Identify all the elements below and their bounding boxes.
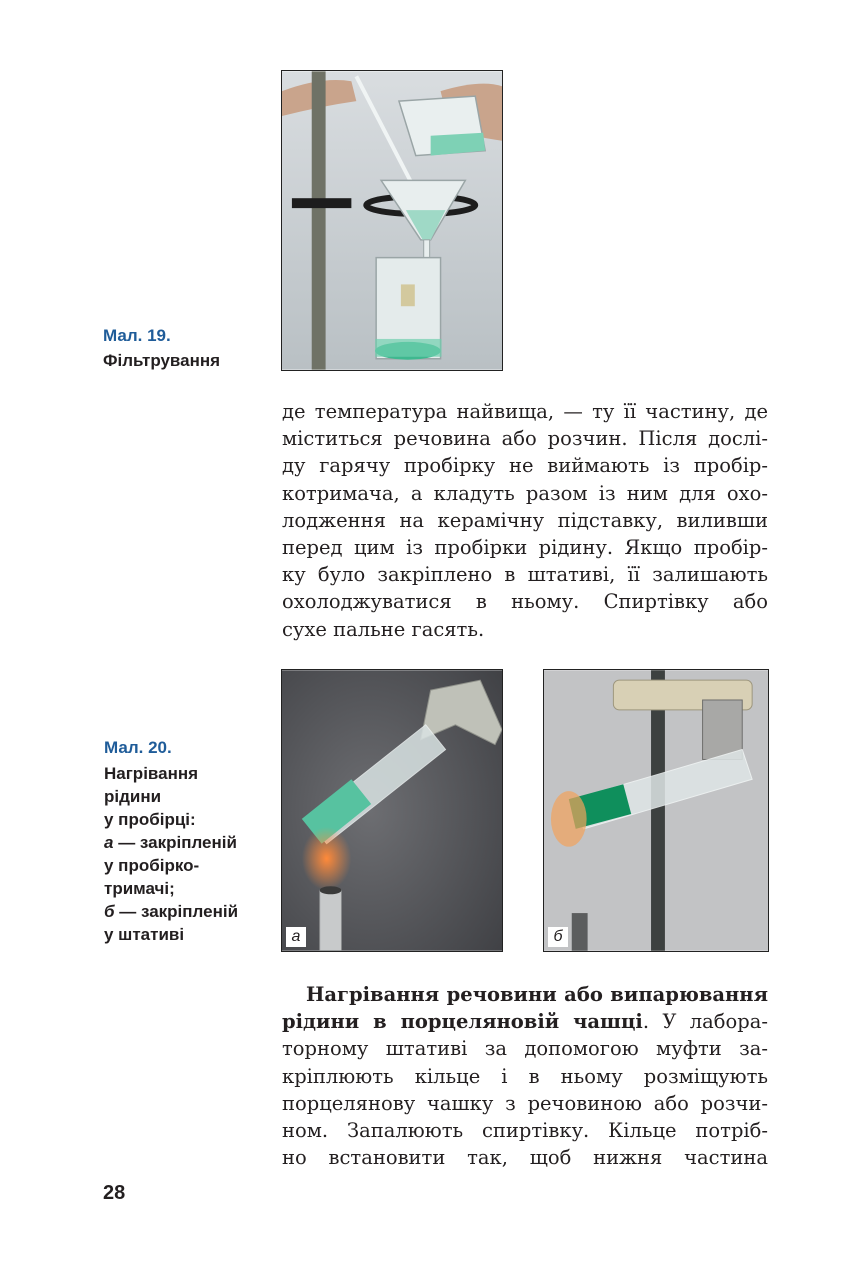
paragraph-heading-2: рідини в порцеляновій чашці [282,1010,643,1034]
paragraph-heading-1: Нагрівання речовини або випарювання [306,983,768,1006]
figure-20-caption [104,762,274,946]
paragraph-line: кріплюють кільце і в ньому розміщують [282,1064,768,1088]
figure-19-number: Мал. 19. [103,326,171,345]
photo-b-label: б [548,927,568,947]
page-number: 28 [103,1182,126,1204]
paragraph-line: сухе пальне гасять. [282,617,485,641]
paragraph-line: перед цим із пробірки рідину. Якщо пробір- [282,535,768,559]
paragraph-line: міститься речовина або розчин. Після дослі- [282,427,768,451]
paragraph-line [282,1008,768,1035]
figure-20a-photo [281,669,503,952]
paragraph-line: де температура найвища, — ту її частину, де [282,400,768,423]
paragraph-line: лодження на керамічну підставку, виливши [282,508,768,532]
paragraph-line: порцелянову чашку з речовиною або розчи- [282,1091,768,1115]
caption-item-b [104,900,274,923]
paragraph-line: ку було закріплено в штативі, її залишають [282,563,768,587]
test-tube-holder-illustration [282,670,502,951]
photo-a-label: а [286,927,306,947]
paragraph-line: котримача, а кладуть разом із ним для охо- [282,481,768,505]
caption-line: Нагрівання [104,764,199,783]
paragraph-line-rest: . У лабора- [642,1010,768,1034]
figure-19-title: Фільтрування [103,351,221,370]
item-b-text: — закріпленій [114,902,239,921]
paragraph-line: ду гарячу пробірку не виймають із пробір- [282,454,768,478]
paragraph-line: охолоджуватися в ньому. Спиртівку або [282,590,768,614]
figure-20-number: Мал. 20. [104,738,172,757]
paragraph-2 [282,981,768,1171]
caption-line: рідини [104,787,162,806]
caption-line: у пробірко- [104,856,200,875]
item-a-text: — закріпленій [113,833,237,852]
paragraph-1 [282,398,768,643]
filtration-illustration [282,71,502,370]
figure-19-photo [281,70,503,371]
stand-clamp-illustration [544,670,768,951]
paragraph-line: торному штативі за допомогою муфти за- [282,1037,768,1061]
caption-line: у штативі [104,925,185,944]
item-a-letter: а [104,833,114,852]
paragraph-line: но встановити так, щоб нижня частина [282,1146,768,1170]
item-b-letter: б [104,902,115,921]
figure-20b-photo [543,669,769,952]
paragraph-line: ном. Запалюють спиртівку. Кільце потріб- [282,1118,768,1142]
paragraph-line [282,981,768,1008]
caption-line: у пробірці: [104,810,196,829]
caption-line: тримачі; [104,879,175,898]
caption-item-a [104,831,274,854]
